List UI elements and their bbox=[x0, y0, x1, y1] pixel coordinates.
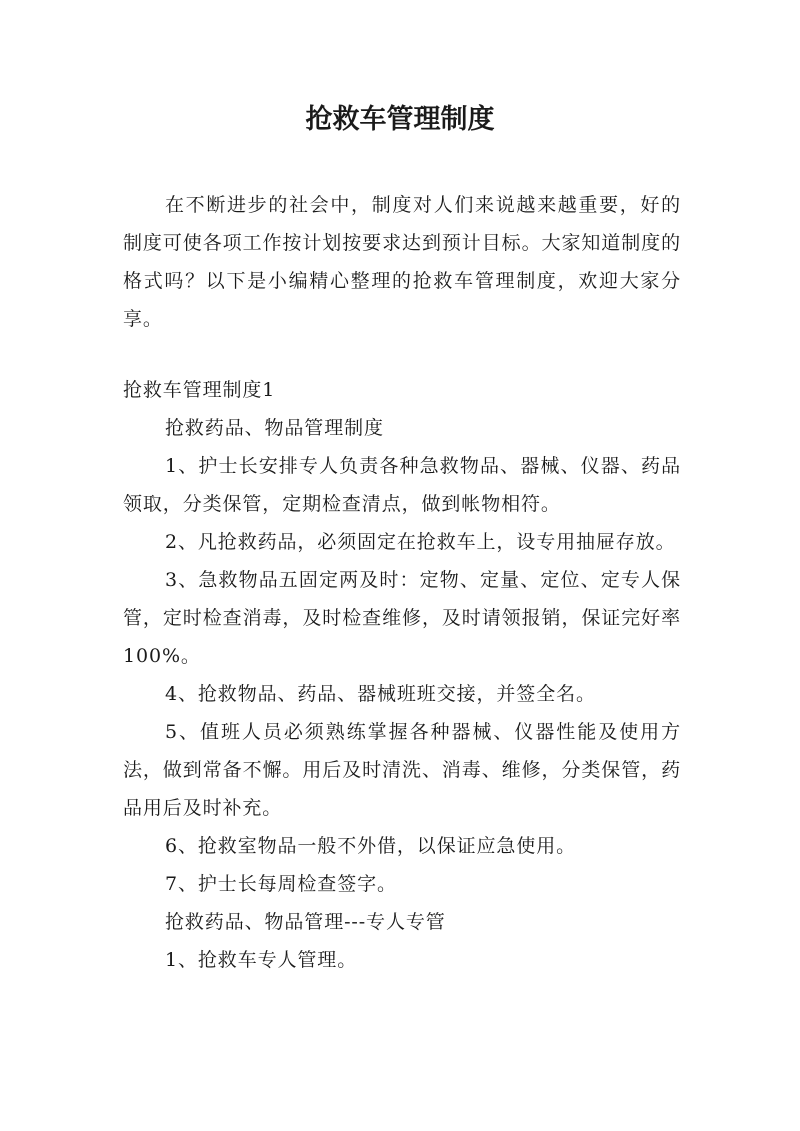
list-item: 3、急救物品五固定两及时：定物、定量、定位、定专人保管，定时检查消毒，及时检查维修，及时请领报销，保证完好率100%。 bbox=[123, 569, 681, 667]
document-title: 抢救车管理制度 bbox=[305, 104, 495, 135]
section-1 bbox=[123, 371, 681, 979]
section-heading: 抢救车管理制度1 bbox=[123, 379, 276, 401]
sub-heading-dedicated-management: 抢救药品、物品管理---专人专管 bbox=[165, 911, 446, 933]
list-item: 1、抢救车专人管理。 bbox=[165, 949, 358, 971]
list-item: 7、护士长每周检查签字。 bbox=[165, 873, 397, 895]
list-item: 6、抢救室物品一般不外借，以保证应急使用。 bbox=[165, 835, 576, 857]
list-item: 4、抢救物品、药品、器械班班交接，并签全名。 bbox=[165, 683, 596, 705]
list-item: 2、凡抢救药品，必须固定在抢救车上，设专用抽屉存放。 bbox=[165, 531, 676, 553]
list-item: 5、值班人员必须熟练掌握各种器械、仪器性能及使用方法，做到常备不懈。用后及时清洗、消毒、维修，分类保管，药品用后及时补充。 bbox=[123, 721, 681, 819]
intro-paragraph: 在不断进步的社会中，制度对人们来说越来越重要，好的制度可使各项工作按计划按要求达到预计目标。大家知道制度的格式吗？以下是小编精心整理的抢救车管理制度，欢迎大家分享。 bbox=[123, 194, 681, 330]
sub-heading-drug-management: 抢救药品、物品管理制度 bbox=[165, 417, 384, 439]
list-item: 1、护士长安排专人负责各种急救物品、器械、仪器、药品领取，分类保管，定期检查清点，做到帐物相符。 bbox=[123, 455, 681, 515]
